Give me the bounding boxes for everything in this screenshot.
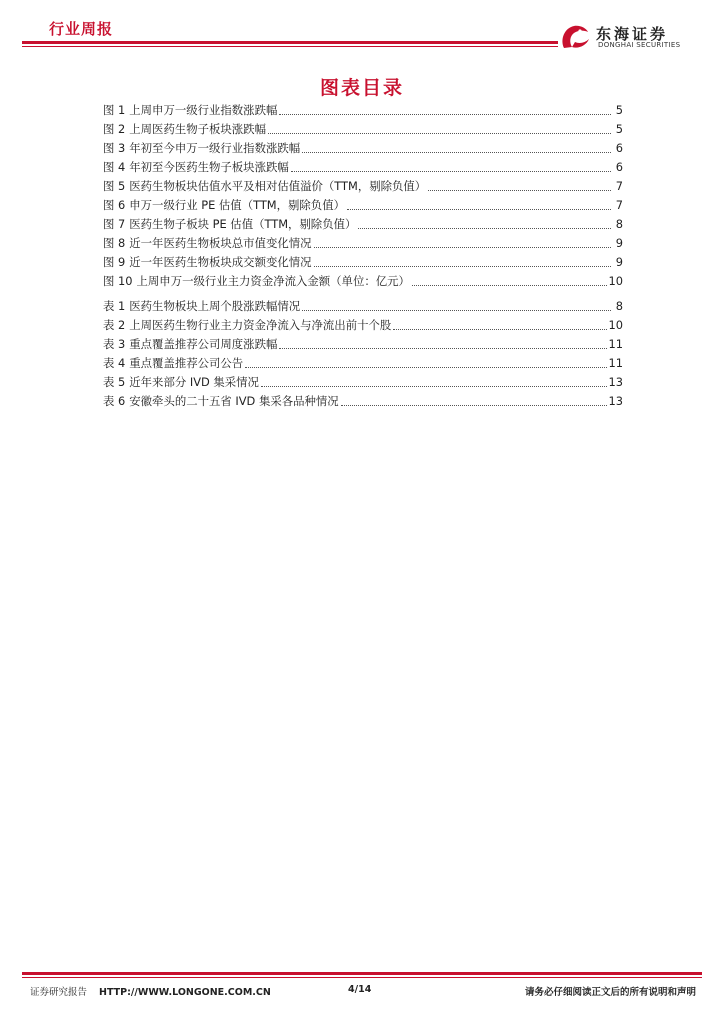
figure-entry-page: 5 [615, 122, 623, 136]
table-list [103, 297, 623, 411]
table-entry-number: 表 5 [103, 375, 126, 389]
footer-divider [22, 972, 702, 975]
table-entry-number: 表 6 [103, 394, 126, 408]
dot-leader [428, 190, 611, 191]
dot-leader [314, 266, 611, 267]
table-entry-number: 表 1 [103, 299, 126, 313]
table-entry-title: 重点覆盖推荐公司周度涨跌幅 [129, 337, 278, 351]
figure-entry[interactable] [103, 253, 623, 272]
table-entry[interactable] [103, 316, 623, 335]
figure-entry[interactable] [103, 196, 623, 215]
table-entry-page: 11 [608, 337, 623, 351]
table-entry-number: 表 3 [103, 337, 126, 351]
figure-entry-number: 图 3 [103, 141, 126, 155]
figure-entry-page: 7 [615, 179, 623, 193]
table-entry-page: 8 [615, 299, 623, 313]
figure-entry-page: 7 [615, 198, 623, 212]
table-entry-page: 11 [608, 356, 623, 370]
figure-list [103, 101, 623, 291]
figure-entry-title: 上周医药生物子板块涨跌幅 [129, 122, 266, 136]
dot-leader [302, 310, 611, 311]
dot-leader [341, 405, 607, 406]
figure-entry-number: 图 1 [103, 103, 126, 117]
figure-entry-page: 10 [608, 274, 623, 288]
figure-entry-page: 5 [615, 103, 623, 117]
figure-entry-number: 图 4 [103, 160, 126, 174]
table-entry-page: 13 [608, 394, 623, 408]
figure-entry-number: 图 8 [103, 236, 126, 250]
figure-entry-page: 6 [615, 160, 623, 174]
figure-entry-page: 9 [615, 255, 623, 269]
logo-text-en: DONGHAI SECURITIES [598, 41, 681, 49]
table-entry[interactable] [103, 297, 623, 316]
footer-report-type: 证券研究报告 [30, 987, 88, 998]
figure-entry-page: 9 [615, 236, 623, 250]
dot-leader [358, 228, 611, 229]
figure-entry-number: 图 6 [103, 198, 126, 212]
dragon-logo-icon [558, 22, 592, 52]
table-entry[interactable] [103, 373, 623, 392]
figure-entry-title: 医药生物板块估值水平及相对估值溢价（TTM，剔除负值） [129, 179, 427, 193]
figure-entry-page: 8 [615, 217, 623, 231]
footer-left [30, 984, 271, 998]
table-entry-page: 13 [608, 375, 623, 389]
figure-entry-title: 医药生物子板块 PE 估值（TTM，剔除负值） [129, 217, 357, 231]
figure-entry-number: 图 2 [103, 122, 126, 136]
footer-url[interactable]: HTTP://WWW.LONGONE.COM.CN [99, 987, 271, 998]
table-entry-title: 上周医药生物行业主力资金净流入与净流出前十个股 [129, 318, 392, 332]
dot-leader [412, 285, 607, 286]
dot-leader [279, 348, 606, 349]
figure-entry-page: 6 [615, 141, 623, 155]
figure-entry-title: 上周申万一级行业指数涨跌幅 [129, 103, 278, 117]
logo-text-cn: 东海证券 [596, 25, 669, 43]
dot-leader [245, 367, 606, 368]
footer-page-number: 4/14 [348, 984, 372, 995]
header-divider-thin [22, 46, 558, 47]
dot-leader [393, 329, 606, 330]
page-title: 图表目录 [319, 77, 404, 99]
figure-entry-number: 图 7 [103, 217, 126, 231]
table-entry-title: 安徽牵头的二十五省 IVD 集采各品种情况 [129, 394, 339, 408]
dot-leader [279, 114, 611, 115]
dot-leader [268, 133, 611, 134]
table-entry[interactable] [103, 354, 623, 373]
figure-entry-title: 年初至今申万一级行业指数涨跌幅 [129, 141, 301, 155]
dot-leader [347, 209, 611, 210]
figure-entry[interactable] [103, 120, 623, 139]
figure-entry[interactable] [103, 101, 623, 120]
figure-entry-number: 图 10 [103, 274, 133, 288]
figure-entry[interactable] [103, 272, 623, 291]
dot-leader [291, 171, 611, 172]
figure-entry-title: 申万一级行业 PE 估值（TTM，剔除负值） [129, 198, 345, 212]
table-entry-title: 医药生物板块上周个股涨跌幅情况 [129, 299, 301, 313]
table-entry-title: 近年来部分 IVD 集采情况 [129, 375, 259, 389]
company-logo [558, 22, 708, 52]
table-entry-page: 10 [608, 318, 623, 332]
figure-entry-number: 图 5 [103, 179, 126, 193]
figure-entry-title: 上周申万一级行业主力资金净流入金额（单位：亿元） [136, 274, 410, 288]
figure-entry[interactable] [103, 234, 623, 253]
table-entry-number: 表 2 [103, 318, 126, 332]
header-divider [22, 41, 558, 44]
dot-leader [314, 247, 611, 248]
figure-entry-title: 近一年医药生物板块总市值变化情况 [129, 236, 312, 250]
figure-entry-title: 年初至今医药生物子板块涨跌幅 [129, 160, 289, 174]
table-entry[interactable] [103, 335, 623, 354]
figure-entry[interactable] [103, 215, 623, 234]
figure-entry-number: 图 9 [103, 255, 126, 269]
table-entry[interactable] [103, 392, 623, 411]
header-tag: 行业周报 [49, 20, 114, 38]
figure-entry[interactable] [103, 177, 623, 196]
dot-leader [261, 386, 607, 387]
table-entry-title: 重点覆盖推荐公司公告 [129, 356, 244, 370]
table-entry-number: 表 4 [103, 356, 126, 370]
figure-entry-title: 近一年医药生物板块成交额变化情况 [129, 255, 312, 269]
figure-entry[interactable] [103, 158, 623, 177]
figure-entry[interactable] [103, 139, 623, 158]
footer-divider-thin [22, 977, 702, 978]
dot-leader [302, 152, 611, 153]
footer-disclaimer: 请务必仔细阅读正文后的所有说明和声明 [524, 987, 696, 998]
